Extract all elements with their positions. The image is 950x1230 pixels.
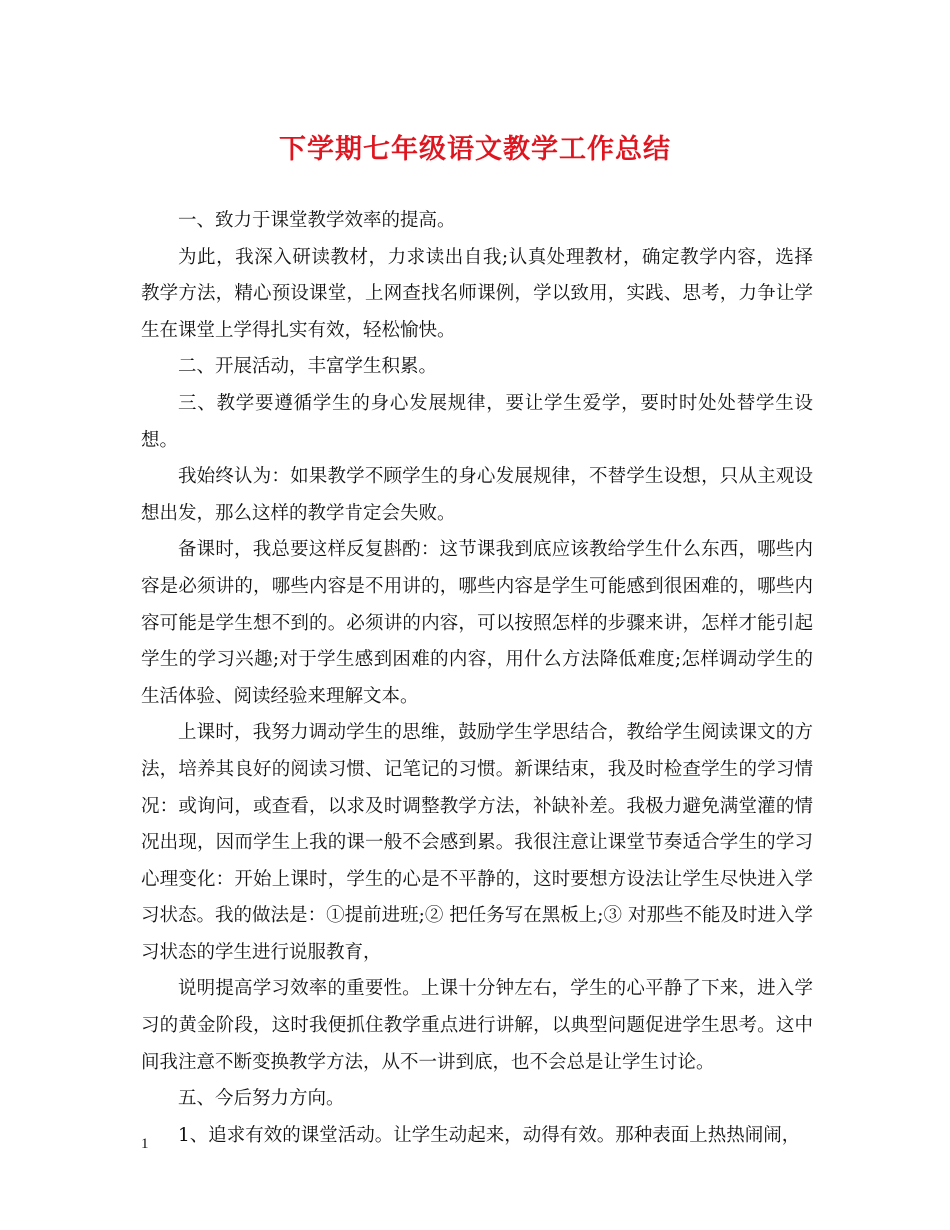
page-number: 1 xyxy=(141,1136,149,1152)
paragraph: 五、今后努力方向。 xyxy=(178,1088,345,1110)
paragraph: 为此，我深入研读教材，力求读出自我;认真处理教材，确定教学内容，选择教学方法，精心预设课堂，上网查找名师课例，学以致用，实践、思考，力争让学生在课堂上学得扎实有效，轻松愉快。 xyxy=(141,246,813,341)
paragraph: 二、开展活动，丰富学生积累。 xyxy=(178,356,438,378)
paragraph: 说明提高学习效率的重要性。上课十分钟左右，学生的心平静了下来，进入学习的黄金阶段，这时我便抓住教学重点进行讲解，以典型问题促进学生思考。这中间我注意不断变换教学方法，从不一讲到底，也不会总是让学生讨论。 xyxy=(141,978,813,1073)
document-title: 下学期七年级语文教学工作总结 xyxy=(279,134,671,165)
paragraph: 备课时，我总要这样反复斟酌：这节课我到底应该教给学生什么东西，哪些内容是必须讲的，哪些内容是不用讲的，哪些内容是学生可能感到很困难的，哪些内容可能是学生想不到的。必须讲的内容，可以按照怎样的步骤来讲，怎样才能引起学生的学习兴趣;对于学生感到困难的内容，用什么方法降低难度;怎样调动学生的生活体验、阅读经验来理解文本。 xyxy=(141,539,813,707)
paragraph: 我始终认为：如果教学不顾学生的身心发展规律，不替学生设想，只从主观设想出发，那么这样的教学肯定会失败。 xyxy=(141,466,813,524)
paragraph: 1、追求有效的课堂活动。让学生动起来，动得有效。那种表面上热热闹闹， xyxy=(178,1124,801,1146)
paragraph: 上课时，我努力调动学生的思维，鼓励学生学思结合，教给学生阅读课文的方法，培养其良好的阅读习惯、记笔记的习惯。新课结束，我及时检查学生的学习情况：或询问，或查看，以求及时调整教学方法，补缺补差。我极力避免满堂灌的情况出现，因而学生上我的课一般不会感到累。我很注意让课堂节奏适合学生的学习心理变化：开始上课时，学生的心是不平静的，这时要想方设法让学生尽快进入学习状态。我的做法是：①提前进班;② 把任务写在黑板上;③ 对那些不能及时进入学习状态的学生进行说服教育， xyxy=(141,722,813,963)
paragraph: 三、教学要遵循学生的身心发展规律，要让学生爱学，要时时处处替学生设想。 xyxy=(141,392,813,451)
document-body xyxy=(141,203,813,1154)
paragraph: 一、致力于课堂教学效率的提高。 xyxy=(178,210,456,231)
